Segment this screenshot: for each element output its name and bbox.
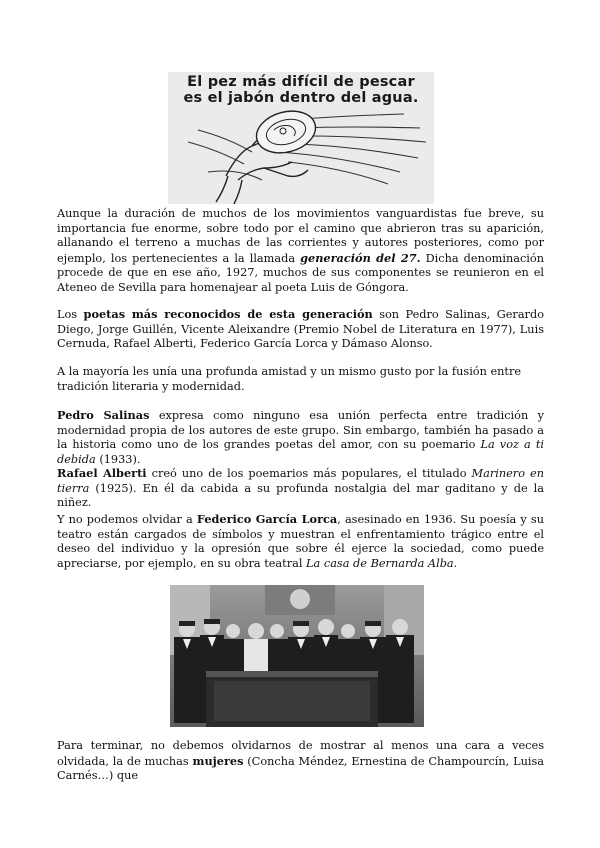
p5-text-end: (1925). En él da cabida a su profunda nostalgia del mar gaditano y de la niñez. xyxy=(57,481,544,510)
caption-line-1: El pez más difícil de pescar xyxy=(187,74,415,90)
group-photo-drawing xyxy=(170,585,424,727)
paragraph-alberti xyxy=(57,466,544,511)
p4-text-end: (1933). xyxy=(95,452,141,466)
p4-text: expresa como ninguno esa unión perfecta entre tradición y modernidad propia de los autores de este grupo. Sin embargo, también ha pasado a la historia como uno de los grandes poetas del amor, con su poemario xyxy=(57,409,544,452)
p6-play-title: La casa de Bernarda Alba xyxy=(306,556,454,570)
caption-line-2: es el jabón dentro del agua. xyxy=(183,90,419,106)
p1-text-end: Dicha denominación procede de que en ese año, 1927, muchos de sus componentes se reunieron en el Ateneo de Sevilla para homenajear al poeta Luis de Góngora. xyxy=(57,251,544,294)
paragraph-vanguardias xyxy=(57,207,544,296)
p1-text: Aunque la duración de muchos de los movimientos vanguardistas fue breve, su importancia fue enorme, sobre todo por el camino que abrieron tras su aparición, allanando el terreno a muchas de las corrientes y autores posteriores, como por ejemplo, los pertenecientes a la llamada xyxy=(57,207,544,265)
p6-text-mid: , asesinado en 1936. Su poesía y su teatro están cargados de símbolos y muestran el enfrentamiento trágico entre el deseo del individuo y la opresión que sobre él ejerce la sociedad, como puede apreciarse, por ejemplo, en su obra teatral xyxy=(57,513,544,570)
p6-text-end: . xyxy=(453,556,458,570)
p7-text-end: (Concha Méndez, Ernestina de Champourcín, Luisa Carnés…) que xyxy=(57,754,544,783)
p6-author: Federico García Lorca xyxy=(196,512,338,526)
p4-book-title: La voz a ti debida xyxy=(57,438,544,466)
p7-text: Para terminar, no debemos olvidarnos de mostrar al menos una cara a veces olvidada, la de muchas xyxy=(57,739,544,768)
p2-text: Los xyxy=(57,308,84,321)
p5-text: creó uno de los poemarios más populares, el titulado xyxy=(146,467,472,480)
group-photo xyxy=(170,585,424,727)
cartoon-caption xyxy=(168,74,434,106)
p2-text-end: son Pedro Salinas, Gerardo Diego, Jorge Guillén, Vicente Aleixandre (Premio Nobel de Literatura en 1977), Luis Cernuda, Rafael Alberti, Federico García Lorca y Dámaso Alonso. xyxy=(57,308,544,351)
paragraph-amistad xyxy=(57,365,527,394)
p3-text: A la mayoría les unía una profunda amistad y un mismo gusto por la fusión entre tradición literaria y modernidad. xyxy=(57,365,522,393)
paragraph-mujeres xyxy=(57,739,544,784)
cartoon-illustration xyxy=(168,72,434,204)
p6-text: Y no podemos olvidar a xyxy=(57,513,197,526)
p2-highlight: poetas más reconocidos de esta generación xyxy=(83,307,373,321)
p4-author: Pedro Salinas xyxy=(57,408,150,422)
p1-generacion-term: generación del 27. xyxy=(300,250,421,265)
paragraph-salinas xyxy=(57,408,544,467)
p5-author: Rafael Alberti xyxy=(57,466,147,480)
p5-book-title: Marinero en tierra xyxy=(57,467,544,495)
paragraph-poetas xyxy=(57,307,544,352)
p7-highlight: mujeres xyxy=(192,753,244,768)
paragraph-lorca xyxy=(57,512,544,571)
